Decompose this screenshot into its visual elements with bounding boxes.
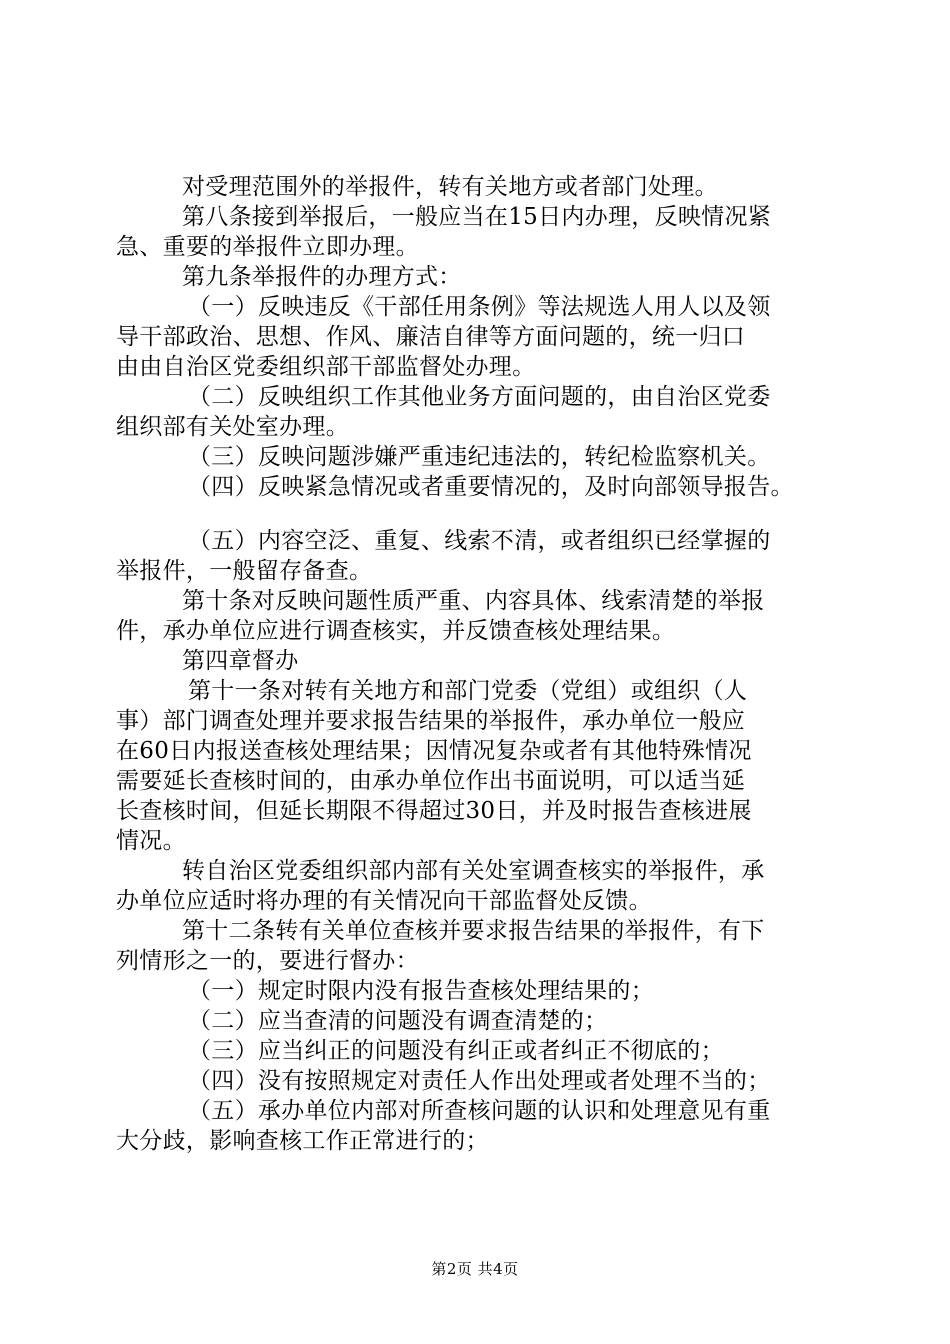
paragraph-line: （五）内容空泛、重复、线索不清，或者组织已经掌握的 bbox=[188, 528, 771, 554]
paragraph-line: 需要延长查核时间的，由承办单位作出书面说明，可以适当延 bbox=[116, 768, 746, 794]
paragraph-line: 长查核时间，但延长期限不得超过30日，并及时报告查核进展 bbox=[116, 798, 752, 824]
paragraph-line: 第十二条转有关单位查核并要求报告结果的举报件，有下 bbox=[182, 918, 765, 944]
paragraph-line: 大分歧，影响查核工作正常进行的； bbox=[116, 1128, 489, 1154]
paragraph-line: （三）应当纠正的问题没有纠正或者纠正不彻底的； bbox=[188, 1038, 724, 1064]
document-body bbox=[116, 172, 846, 1156]
paragraph-line: 第九条举报件的办理方式： bbox=[182, 264, 462, 290]
paragraph-line: 第十一条对转有关地方和部门党委（党组）或组织（人 bbox=[188, 678, 748, 704]
paragraph-line: 第十条对反映问题性质严重、内容具体、线索清楚的举报 bbox=[182, 588, 765, 614]
blank-line bbox=[116, 502, 846, 526]
paragraph-line: 第八条接到举报后，一般应当在15日内办理，反映情况紧 bbox=[182, 204, 772, 230]
paragraph-line: 转自治区党委组织部内部有关处室调查核实的举报件，承 bbox=[182, 858, 765, 884]
paragraph-line: （一）规定时限内没有报告查核处理结果的； bbox=[188, 978, 654, 1004]
paragraph-line: 事）部门调查处理并要求报告结果的举报件，承办单位一般应 bbox=[116, 708, 746, 734]
paragraph-line: 对受理范围外的举报件，转有关地方或者部门处理。 bbox=[182, 174, 718, 200]
paragraph-line: 情况。 bbox=[116, 828, 186, 854]
paragraph-line: 急、重要的举报件立即办理。 bbox=[116, 234, 419, 260]
paragraph-line: 在60日内报送查核处理结果；因情况复杂或者有其他特殊情况 bbox=[116, 738, 752, 764]
paragraph-line: （一）反映违反《干部任用条例》等法规选人用人以及领 bbox=[188, 294, 771, 320]
paragraph-line: 由由自治区党委组织部干部监督处办理。 bbox=[116, 354, 536, 380]
chapter-heading: 第四章督办 bbox=[182, 648, 299, 674]
paragraph-line: 举报件，一般留存备查。 bbox=[116, 558, 373, 584]
paragraph-line: 导干部政治、思想、作风、廉洁自律等方面问题的，统一归口 bbox=[116, 324, 746, 350]
page-footer: 第2页 共4页 bbox=[431, 1260, 519, 1278]
paragraph-line: 办单位应适时将办理的有关情况向干部监督处反馈。 bbox=[116, 888, 652, 914]
paragraph-line: （四）反映紧急情况或者重要情况的，及时向部领导报告。 bbox=[188, 474, 794, 500]
paragraph-line: 组织部有关处室办理。 bbox=[116, 414, 349, 440]
paragraph-line: （四）没有按照规定对责任人作出处理或者处理不当的； bbox=[188, 1068, 771, 1094]
paragraph-line: 列情形之一的，要进行督办： bbox=[116, 948, 419, 974]
paragraph-line: （二）反映组织工作其他业务方面问题的，由自治区党委 bbox=[188, 384, 771, 410]
paragraph-line: （二）应当查清的问题没有调查清楚的； bbox=[188, 1008, 608, 1034]
paragraph-line: 件，承办单位应进行调查核实，并反馈查核处理结果。 bbox=[116, 618, 676, 644]
paragraph-line: （五）承办单位内部对所查核问题的认识和处理意见有重 bbox=[188, 1098, 771, 1124]
paragraph-line: （三）反映问题涉嫌严重违纪违法的，转纪检监察机关。 bbox=[188, 444, 771, 470]
